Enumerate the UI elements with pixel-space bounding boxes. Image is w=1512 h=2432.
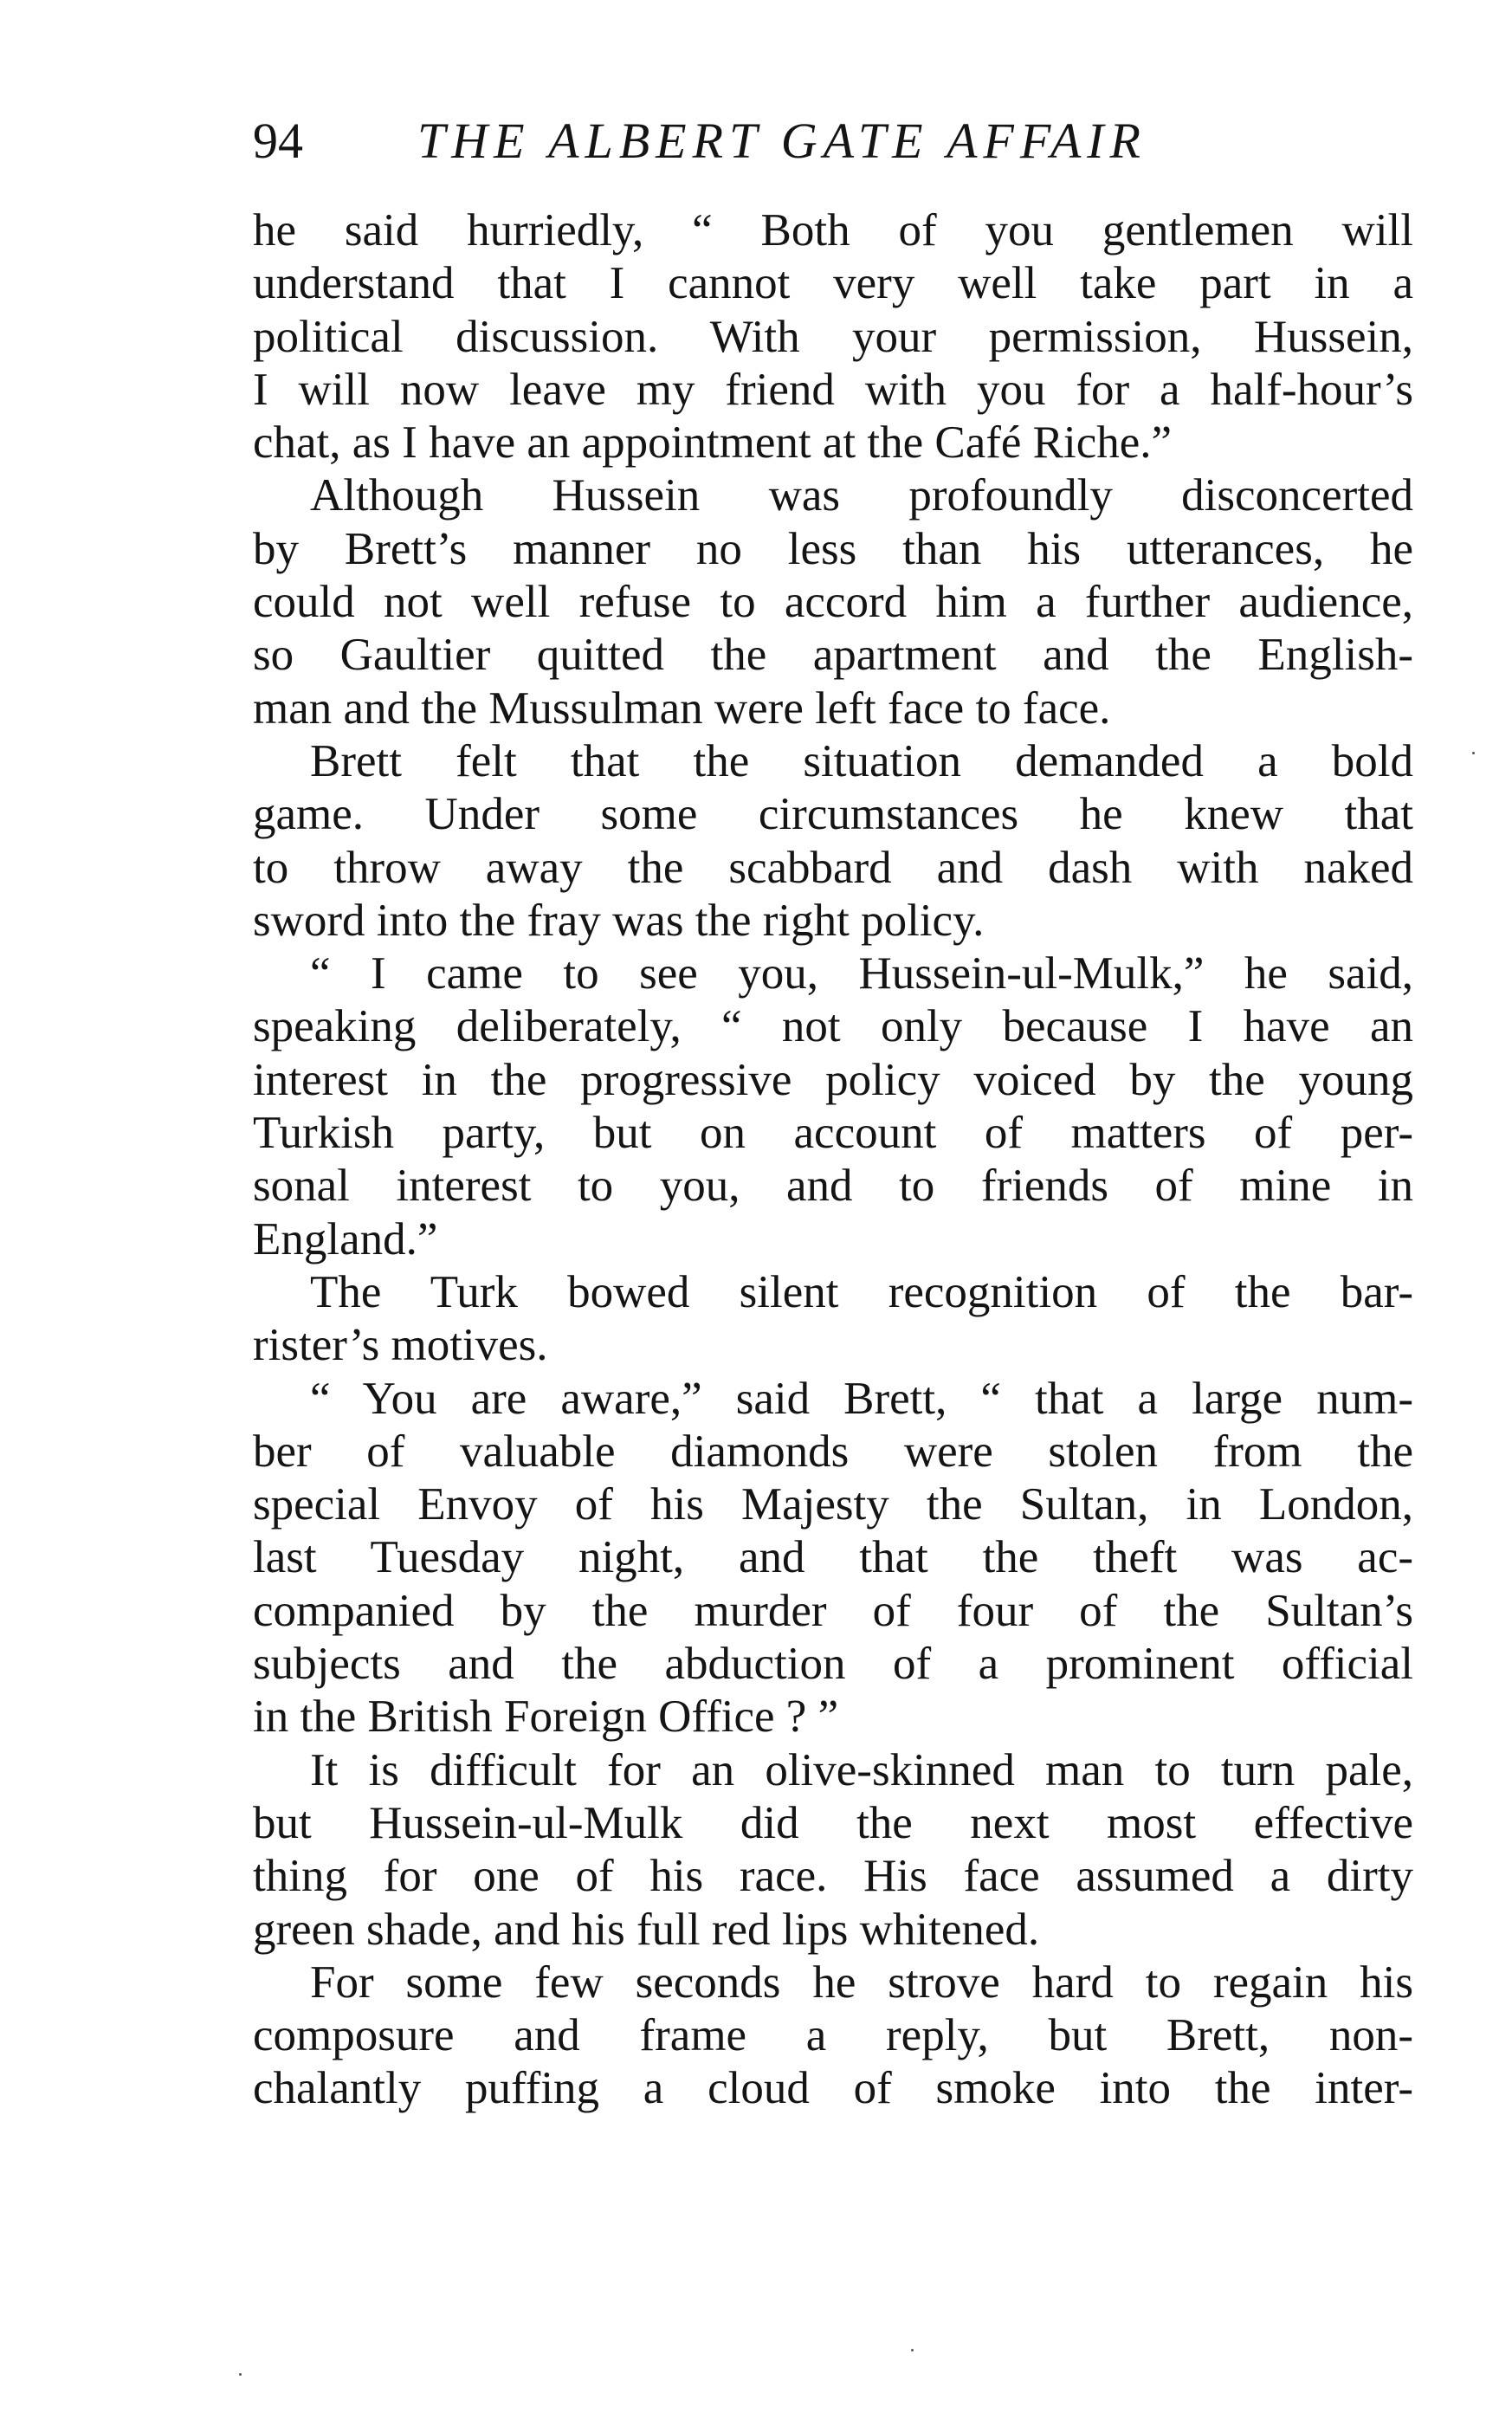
text-line: “ I came to see you, Hussein-ul-Mulk,” he said, bbox=[310, 948, 1413, 999]
paper-speck bbox=[911, 2349, 914, 2351]
text-line: last Tuesday night, and that the theft was ac- bbox=[253, 1532, 1413, 1583]
text-line: sword into the fray was the right policy. bbox=[253, 895, 985, 946]
text-line: Brett felt that the situation demanded a bold bbox=[310, 735, 1413, 786]
text-line: chalantly puffing a cloud of smoke into the inter- bbox=[253, 2063, 1413, 2114]
text-line: in the British Foreign Office ? ” bbox=[253, 1691, 839, 1743]
text-line: chat, as I have an appointment at the Café Riche.” bbox=[253, 417, 1173, 469]
text-line: It is difficult for an olive-skinned man to turn pale, bbox=[310, 1744, 1413, 1795]
paper-speck bbox=[1472, 752, 1475, 754]
text-line: to throw away the scabbard and dash with naked bbox=[253, 842, 1413, 893]
text-line: he said hurriedly, “ Both of you gentlemen will bbox=[253, 205, 1413, 255]
text-line: could not well refuse to accord him a further audience, bbox=[253, 577, 1413, 628]
text-line: Although Hussein was profoundly disconcerted bbox=[310, 470, 1413, 521]
text-line: rister’s motives. bbox=[253, 1320, 548, 1371]
text-line: companied by the murder of four of the Sultan’s bbox=[253, 1585, 1413, 1636]
text-line: speaking deliberately, “ not only because I have an bbox=[253, 1001, 1413, 1052]
page-number: 94 bbox=[253, 113, 303, 169]
text-line: I will now leave my friend with you for a half-hour’s bbox=[253, 364, 1413, 415]
text-line: England.” bbox=[253, 1213, 438, 1265]
running-title: THE ALBERT GATE AFFAIR bbox=[417, 113, 1147, 169]
text-line: composure and frame a reply, but Brett, non- bbox=[253, 2010, 1413, 2061]
text-line: but Hussein-ul-Mulk did the next most effective bbox=[253, 1797, 1413, 1848]
text-line: For some few seconds he strove hard to regain his bbox=[310, 1957, 1413, 2008]
text-line: game. Under some circumstances he knew that bbox=[253, 789, 1413, 840]
text-line: The Turk bowed silent recognition of the bar- bbox=[310, 1266, 1413, 1317]
text-line: special Envoy of his Majesty the Sultan, in London, bbox=[253, 1479, 1413, 1530]
text-line: understand that I cannot very well take part in a bbox=[253, 258, 1413, 309]
paper-speck bbox=[239, 2373, 242, 2376]
text-line: by Brett’s manner no less than his utterances, he bbox=[253, 523, 1413, 574]
page-header bbox=[253, 102, 1413, 180]
text-line: sonal interest to you, and to friends of mine in bbox=[253, 1161, 1413, 1212]
text-line: interest in the progressive policy voiced by the young bbox=[253, 1054, 1413, 1105]
text-line: ber of valuable diamonds were stolen from the bbox=[253, 1426, 1413, 1477]
text-line: green shade, and his full red lips whitened. bbox=[253, 1904, 1040, 1955]
text-line: “ You are aware,” said Brett, “ that a large num- bbox=[310, 1373, 1413, 1424]
text-line: thing for one of his race. His face assumed a dirty bbox=[253, 1851, 1413, 1902]
text-line: so Gaultier quitted the apartment and the English- bbox=[253, 630, 1413, 681]
text-line: subjects and the abduction of a prominent official bbox=[253, 1639, 1413, 1690]
text-line: political discussion. With your permission, Hussein, bbox=[253, 311, 1413, 362]
text-line: Turkish party, but on account of matters of per- bbox=[253, 1108, 1413, 1159]
text-line: man and the Mussulman were left face to face. bbox=[253, 682, 1111, 734]
body-text bbox=[253, 204, 1413, 2116]
